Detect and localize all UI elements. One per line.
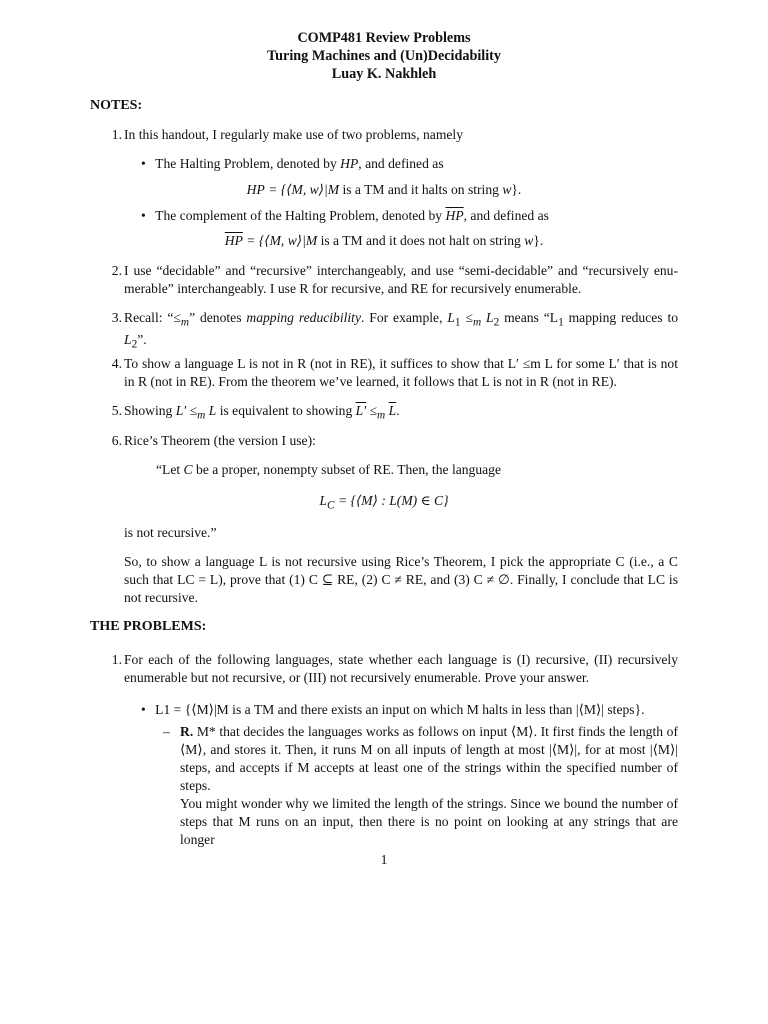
rice-quote-start xyxy=(156,461,501,479)
note-5-sub: m xyxy=(197,409,206,422)
note-3-sub: m xyxy=(180,316,190,329)
rice-usage-paragraph: So, to show a language L is not recursive using Rice’s Theorem, I pick the appropriate C (i.e., a C such that LC = L), prove that (1) C ⊆ RE, (2) C ≠ RE, and (3) C ≠ ∅. Finally, I conclude that LC is not recursive. xyxy=(124,554,678,605)
bullet-2-tail: , and defined as xyxy=(463,208,549,223)
rice-eq-part: = {⟨M⟩ : L(M) ∈ C} xyxy=(334,493,449,508)
note-6-number: 6. xyxy=(111,433,122,448)
bullet-1-lead: The Halting Problem, denoted by xyxy=(155,156,337,171)
note-5-part: ≤ xyxy=(366,403,378,418)
topic-title: Turing Machines and (Un)Decidability xyxy=(267,48,501,65)
quote-part: be a proper, nonempty subset of RE. Then, the language xyxy=(192,462,502,477)
answer-text-continued: You might wonder why we limited the length of the strings. Since we bound the number of steps that M runs on an input, then there is no point on looking at any strings that are longer xyxy=(180,795,678,847)
note-4-text: To show a language L is not in R (not in RE), it suffices to show that L′ ≤m L for some L′ that is not in R (not in RE). From the theorem we’ve learned, it follows that L is not in R (not in RE). xyxy=(124,356,678,389)
bullet-dot: • xyxy=(141,156,146,171)
note-3-part: means “L xyxy=(499,310,559,325)
rice-quote-end: is not recursive.” xyxy=(124,525,217,540)
hp-eq-set: = {⟨M, w⟩|M xyxy=(268,182,340,197)
problem-1-number: 1. xyxy=(111,652,122,667)
note-3-emph: mapping reducibility xyxy=(246,310,361,325)
note-3-part: mapping reduces to xyxy=(563,310,679,325)
quote-part: “Let xyxy=(156,462,184,477)
hp-symbol: HP xyxy=(340,156,359,171)
note-5-part: L′ ≤ xyxy=(175,403,198,418)
rice-eq-part: L xyxy=(319,493,328,508)
note-4-number: 4. xyxy=(111,356,122,371)
note-5-part: Showing xyxy=(124,403,176,418)
note-3-text xyxy=(124,309,678,352)
hpc-eq-set: = {⟨M, w⟩|M xyxy=(246,233,318,248)
page-number: 1 xyxy=(380,852,388,867)
notes-heading: NOTES: xyxy=(90,98,143,113)
note-5-part: L′ xyxy=(355,403,367,418)
note-3-part: ”. xyxy=(137,331,147,347)
rice-eq-sub: C xyxy=(327,499,335,512)
note-3-sub: 2 xyxy=(131,338,138,351)
note-1-bullet-2 xyxy=(141,207,549,225)
bullet-1-tail: , and defined as xyxy=(358,156,444,171)
answer-dash: – xyxy=(163,724,170,739)
quote-part: C xyxy=(183,462,193,477)
problem-1-bullet xyxy=(141,701,645,719)
note-3-sub: 1 xyxy=(454,316,461,329)
bullet-dot: • xyxy=(141,702,146,717)
hpc-eq-mid: is a TM and it does not halt on string xyxy=(317,233,525,248)
hpc-eq-lhs: $\overline{HP}$ xyxy=(224,233,243,248)
note-2-number: 2. xyxy=(111,263,122,278)
note-5-text xyxy=(124,402,678,424)
note-1-bullet-1 xyxy=(141,155,444,173)
bullet-dot: • xyxy=(141,208,146,223)
note-1-text: In this handout, I regularly make use of two problems, namely xyxy=(124,127,464,142)
course-title: COMP481 Review Problems xyxy=(297,30,471,46)
hp-eq-mid: is a TM and it halts on string xyxy=(339,182,503,197)
note-3-part: . For example, xyxy=(361,310,448,325)
bullet-2-lead: The complement of the Halting Problem, denoted by xyxy=(155,208,443,223)
note-3-part: Recall: “≤ xyxy=(124,310,181,325)
note-3-part: ” denotes xyxy=(189,310,247,325)
note-5-part: . xyxy=(396,403,400,418)
hp-eq-lhs: HP xyxy=(246,182,265,197)
note-3-sub: 2 xyxy=(493,316,500,329)
language-l1-definition: L1 = {⟨M⟩|M is a TM and there exists an input on which M halts in less than |⟨M⟩| steps}. xyxy=(155,702,645,717)
note-6-text: Rice’s Theorem (the version I use): xyxy=(124,433,316,448)
note-3-part: L xyxy=(447,310,455,325)
note-2-text: I use “decidable” and “recursive” interchangeably, and use “semi-decidable” and “recursively enu-merable” interchangeably. I use R for recursive, and RE for recursively enumerable. xyxy=(124,263,678,296)
hp-eq-end: }. xyxy=(511,182,522,197)
hp-complement-symbol: $\overline{HP}$ xyxy=(445,208,464,223)
answer-label: R. xyxy=(180,724,194,739)
author-name: Luay K. Nakhleh xyxy=(331,66,437,83)
note-5-part: $\overline{L}$ xyxy=(388,403,397,418)
problems-heading: THE PROBLEMS: xyxy=(90,619,207,634)
note-5-part: L xyxy=(205,403,217,418)
note-3-sub: m xyxy=(472,316,482,329)
answer-block xyxy=(180,723,678,849)
note-3-part: L xyxy=(124,331,132,347)
rice-equation xyxy=(90,492,678,514)
document-title xyxy=(0,29,768,84)
hp-eq-w: w xyxy=(502,182,512,197)
note-5-sub: m xyxy=(377,409,386,422)
answer-text: M* that decides the languages works as follows on input ⟨M⟩. It first finds the length of ⟨M⟩, and stores it. Then, it runs M on all inputs of length at most |⟨M⟩|, for at most |⟨M⟩| steps, and accepts if M accepts at least one of the strings within the specified number of steps. xyxy=(180,724,678,793)
note-3-sub: 1 xyxy=(558,316,564,329)
hp-complement-definition xyxy=(90,232,678,250)
note-5-part: is equivalent to showing xyxy=(216,403,356,418)
note-3-part: ≤ xyxy=(460,310,473,325)
note-3-number: 3. xyxy=(111,310,122,325)
note-1-number: 1. xyxy=(111,127,122,142)
problem-1-text: For each of the following languages, state whether each language is (I) recursive, (II) recursively enumerable but not recursive, or (III) not recursively enumerable. Prove your answer. xyxy=(124,652,678,685)
hpc-eq-end: }. xyxy=(533,233,544,248)
hp-definition xyxy=(90,181,678,199)
note-5-number: 5. xyxy=(111,403,122,418)
hpc-eq-w: w xyxy=(524,233,534,248)
note-3-part: L xyxy=(481,310,494,325)
